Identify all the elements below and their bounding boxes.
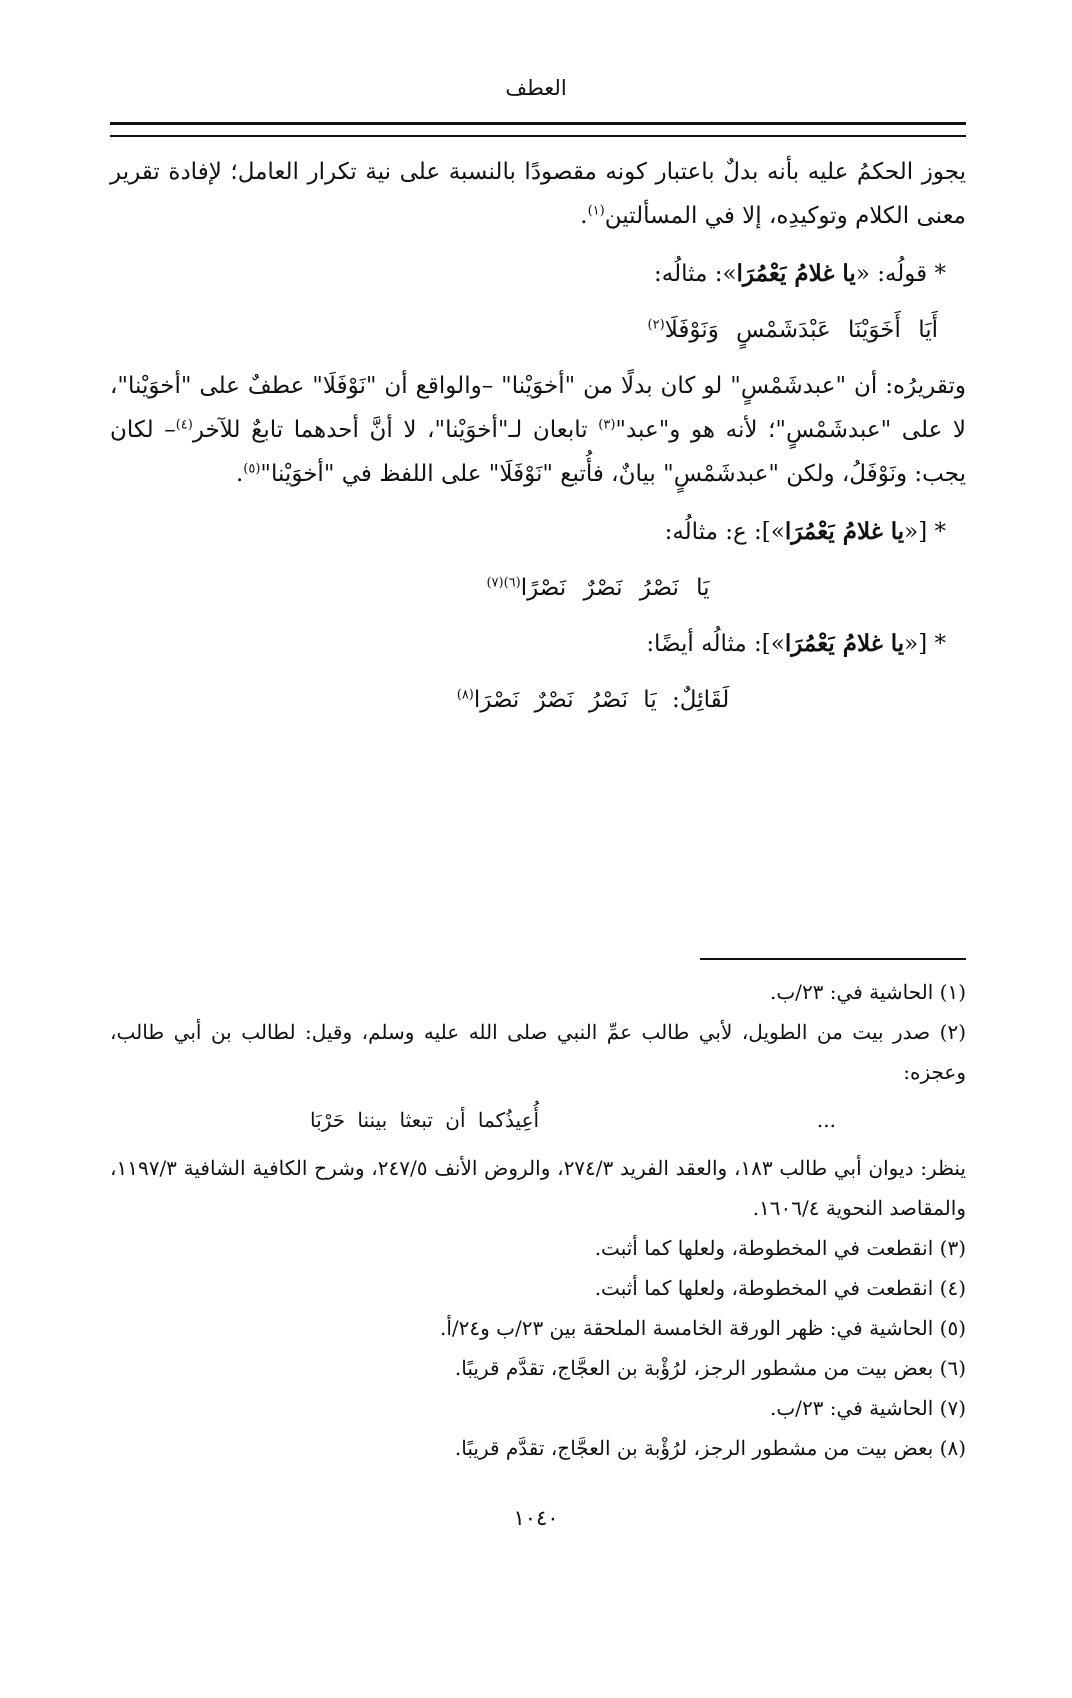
paragraph-2: وتقريرُه: أن "عبدشَمْسٍ" لو كان بدلًا من "أخوَيْنا" –والواقع أن "نَوْفَلَا" عطفٌ على "أخوَيْنا"، لا على "عبدشَمْسٍ"؛ لأنه هو و"عبد"$^{(٣)}$ تابعان لـ"أخوَيْنا"، لا أنَّ أحدهما تابعٌ للآخر$^{(٤)}$– لكان يجب: ونَوْفَلُ، ولكن "عبدشَمْسٍ" بيانٌ، فأُتبع "نَوْفَلَا" على اللفظ في "أخوَيْنا"$^{(٥)}$.	[110, 373, 967, 487]
footnote-6: (٦) بعض بيت من مشطور الرجز، لرُؤْبة بن العجَّاج، تقدَّم قريبًا.	[454, 1356, 966, 1380]
quoted-term: يا غلامُ يَعْمُرَا	[784, 518, 905, 545]
footnote-7: (٧) الحاشية في: ٢٣/ب.	[770, 1396, 966, 1420]
verse-2: يَا نَصْرُ نَصْرٌ نَصْرًا$^{(٦)(٧)}$	[486, 575, 710, 601]
footnote-8: (٨) بعض بيت من مشطور الرجز، لرُؤْبة بن العجَّاج، تقدَّم قريبًا.	[454, 1436, 966, 1460]
main-text	[110, 150, 966, 734]
footnote-ref-6-7[interactable]: (٦)(٧)	[486, 575, 521, 591]
header-rule-thick	[110, 122, 966, 125]
footnote-ref-2[interactable]: (٢)	[647, 317, 665, 333]
footnote-5: (٥) الحاشية في: ظهر الورقة الخامسة الملحقة بين ٢٣/ب و٢٤/أ.	[439, 1316, 966, 1340]
verse-1: أَيَا أَخَوَيْنَا عَبْدَشَمْسٍ وَنَوْفَلَا$^{(٢)}$	[647, 317, 938, 343]
quote-heading-1: * قولُه: «يا غلامُ يَعْمُرَا»: مثالُه:	[654, 260, 946, 287]
paragraph-1: يجوز الحكمُ عليه بأنه بدلٌ باعتبار كونه مقصودًا بالنسبة على نية تكرار العامل؛ لإفادة تقرير معنى الكلام وتوكيدِه، إلا في المسألتين$^{(١)}$.	[110, 159, 966, 229]
quoted-term: يا غلامُ يَعْمُرَا	[736, 260, 856, 287]
header-rule-thin	[110, 135, 966, 137]
quote-heading-2: * [«يا غلامُ يَعْمُرَا»]: ع: مثالُه:	[664, 518, 946, 545]
footnote-ref-3[interactable]: (٣)	[598, 417, 616, 433]
footnote-3: (٣) انقطعت في المخطوطة، ولعلها كما أثبت.	[594, 1236, 966, 1260]
footnote-2: (٢) صدر بيت من الطويل، لأبي طالب عمِّ النبي صلى الله عليه وسلم، وقيل: لطالب بن أبي طالب، وعجزه:	[110, 1020, 966, 1084]
quote-heading-3: * [«يا غلامُ يَعْمُرَا»]: مثالُه أيضًا:	[646, 630, 946, 657]
footnote-separator	[700, 958, 966, 960]
quoted-term: يا غلامُ يَعْمُرَا	[784, 630, 905, 657]
verse-hemistich-1: ...	[816, 1108, 836, 1132]
footnote-ref-8[interactable]: (٨)	[456, 687, 474, 703]
footnote-ref-4[interactable]: (٤)	[175, 417, 193, 433]
footnote-ref-1[interactable]: (١)	[587, 203, 605, 219]
footnote-ref-5[interactable]: (٥)	[243, 461, 261, 477]
page-number: ١٠٤٠	[513, 1506, 559, 1530]
running-header: العطف	[505, 76, 567, 100]
footnotes	[110, 972, 966, 1468]
footnote-4: (٤) انقطعت في المخطوطة، ولعلها كما أثبت.	[594, 1276, 966, 1300]
footnote-2-references: ينظر: ديوان أبي طالب ١٨٣، والعقد الفريد ٢٧٤/٣، والروض الأنف ٢٤٧/٥، وشرح الكافية الشافية ١١٩٧/٣، والمقاصد النحوية ١٦٠٦/٤.	[110, 1156, 967, 1220]
verse-hemistich-2: أُعِيذُكما أن تبعثا بيننا حَرْبَا	[310, 1108, 540, 1132]
footnote-1: (١) الحاشية في: ٢٣/ب.	[770, 980, 966, 1004]
footnote-2-verse	[110, 1100, 966, 1140]
verse-3: لَقَائِلٌ: يَا نَصْرُ نَصْرٌ نَصْرَا$^{(٨)}$	[456, 687, 730, 713]
